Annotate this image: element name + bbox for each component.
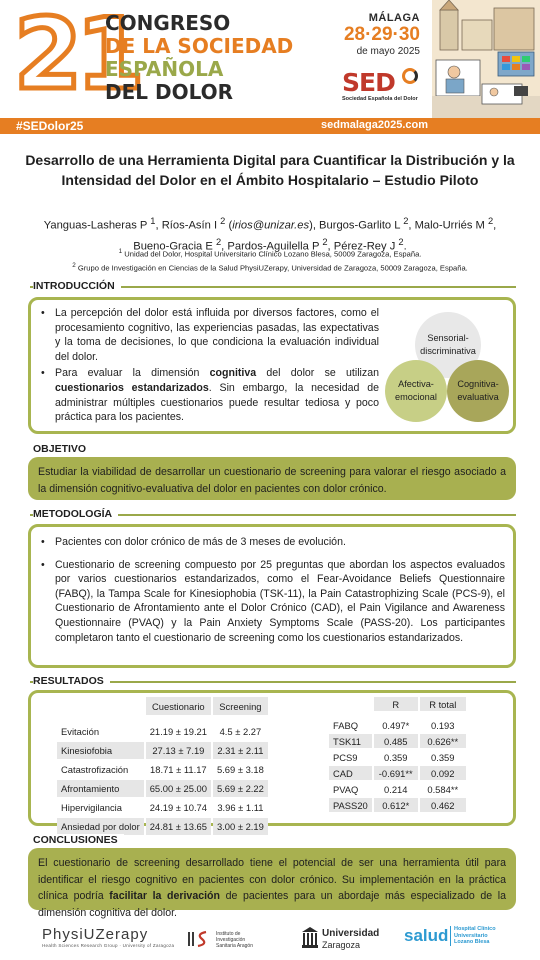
table-cell: 27.13 ± 7.19	[146, 742, 211, 759]
author: Bueno-Gracia E	[133, 240, 213, 253]
author-sup: 2	[322, 236, 328, 247]
author: , Malo-Urriés M	[408, 219, 485, 232]
table-cell: 0.462	[420, 798, 466, 812]
table-row	[329, 718, 466, 732]
table-cell: FABQ	[333, 719, 359, 731]
table-cell: 4.5 ± 2.27	[219, 726, 262, 737]
table-cell: 0.485	[374, 734, 418, 748]
table-cell: 0.214	[384, 783, 408, 795]
physiuzerapy-logo-subtitle: Health Sciences Research Group · University of Zaragoza	[42, 943, 175, 948]
author-sup: 2	[215, 236, 222, 247]
physiuzerapy-logo	[42, 926, 174, 948]
table-row	[57, 818, 268, 835]
results-table-means	[55, 695, 270, 837]
table-row	[57, 723, 268, 740]
section-objective-label: OBJETIVO	[33, 443, 92, 455]
conclusions-emphasis: facilitar la derivación	[109, 890, 220, 902]
unizar-building-icon	[302, 927, 318, 949]
table-cell: Hipervigilancia	[61, 802, 122, 813]
salud-logo	[404, 924, 514, 954]
table-row	[329, 766, 466, 780]
table-cell: 3.00 ± 2.19	[213, 818, 268, 835]
table-header-cell: R	[374, 697, 418, 711]
congress-title-line-4: DEL DOLOR	[105, 80, 234, 104]
table-cell: 0.497*	[382, 719, 410, 731]
malaga-illustration	[432, 0, 540, 118]
table-row	[329, 734, 466, 748]
table-cell: 0.359	[431, 751, 455, 763]
table-cell: 21.19 ± 19.21	[149, 726, 207, 737]
congress-title-line-1: CONGRESO	[105, 11, 231, 35]
section-intro-label: INTRODUCCIÓN	[33, 280, 121, 292]
table-header-cell	[329, 697, 372, 711]
author: , Ríos-Asín I	[155, 219, 218, 232]
physiuzerapy-logo-text: PhysiUZerapy	[42, 926, 149, 943]
intro-bullet-2: • Para evaluar la dimensión cognitiva del dolor se utilizan cuestionarios estandarizados. Sin embargo, la necesidad de administrar múltiples cuestionarios puede resultar tediosa y poco práctica para los pacientes.	[39, 366, 379, 424]
table-header-cell	[57, 697, 144, 715]
affiliation-text: Grupo de Investigación en Ciencias de la Salud PhysiUZerapy, Universidad de Zaragoza, 50009 Zaragoza, España.	[77, 263, 468, 273]
methods-bullet-2: • Cuestionario de screening compuesto por 25 preguntas que abordan los aspectos evaluados por varios cuestionarios estandarizados, como el Fear-Avoidance Beliefs Questionnaire (FABQ), la Tampa Scale for Kinesiophobia (TSK-11), la Pain Catastrophizing Scale (PCS-9), el Cuestionario de Afrontamiento ante el Dolor Crónico (CAD), el Pain Vigilance and Awareness Questionnaire (PVAQ) y la Pain Anxiety Symptoms Scale (PASS-20). Los participantes completaron tanto el cuestionario de screening como los cuestionarios estandarizados.	[39, 558, 505, 646]
iis-aragon-icon	[186, 926, 212, 952]
table-cell: 0.626**	[420, 734, 466, 748]
author-sup: 2	[220, 216, 226, 226]
table-cell: Evitación	[61, 726, 100, 737]
unizar-logo-subtitle: Zaragoza	[322, 940, 361, 950]
author-sup: 2	[403, 216, 409, 226]
table-row	[329, 750, 466, 764]
intro-bullet-1: • La percepción del dolor está influida por diversos factores, como el procesamiento cognitivo, las experiencias pasadas, las expectativas y la toma de decisiones, lo que condiciona la evaluación individual del dolor.	[39, 306, 379, 364]
poster-header	[0, 0, 540, 118]
venn-circle-sensorial: Sensorial-discriminativa	[415, 312, 481, 378]
section-methods-label: METODOLOGÍA	[33, 508, 118, 520]
affiliation-sup: 1	[118, 248, 123, 255]
table-cell: Catastrofización	[61, 764, 129, 775]
table-cell: 24.81 ± 13.65	[146, 818, 211, 835]
website-link[interactable]: sedmalaga2025.com	[320, 119, 428, 131]
methods-box	[28, 524, 516, 668]
unizar-logo	[302, 924, 392, 952]
sed-swirl-icon	[402, 68, 418, 84]
hashtag: #SEDolor25	[16, 119, 84, 133]
iis-aragon-logo	[186, 926, 266, 952]
table-cell: CAD	[329, 766, 372, 780]
author: , Pérez-Rey J	[327, 240, 396, 253]
hashtag-bar	[0, 118, 540, 134]
author: , Pardos-Aguilella P	[221, 240, 320, 253]
affiliations	[24, 246, 516, 273]
table-cell: 3.96 ± 1.11	[217, 802, 264, 813]
table-cell: 0.193	[431, 719, 455, 731]
section-results-label: RESULTADOS	[33, 675, 110, 687]
iis-aragon-text: Instituto de Investigación Sanitaria Aragón	[216, 931, 253, 949]
table-cell: PCS9	[333, 751, 358, 763]
sed-logo	[342, 70, 427, 102]
section-conclusions-label: CONCLUSIONES	[33, 834, 124, 846]
affiliation-sup: 2	[72, 261, 76, 269]
congress-dates: 28·29·30	[343, 24, 420, 45]
author: , Burgos-Garlito L	[312, 219, 401, 232]
table-cell: 0.092	[420, 766, 466, 780]
sed-logo-subtitle: Sociedad Española del Dolor	[342, 96, 418, 102]
table-cell: 5.69 ± 3.18	[216, 764, 264, 775]
affiliation-1	[24, 246, 516, 260]
affiliation-text: Unidad del Dolor, Hospital Universitario Clínico Lozano Blesa, 50009 Zaragoza, España.	[124, 249, 422, 259]
author-sup: 2	[398, 236, 404, 247]
congress-title	[105, 12, 293, 104]
table-cell: 5.69 ± 2.22	[213, 780, 268, 797]
congress-month-year: de mayo 2025	[356, 46, 420, 57]
table-row	[329, 782, 466, 796]
table-cell: 65.00 ± 25.00	[146, 780, 211, 797]
salud-logo-text: salud	[404, 926, 449, 945]
table-row	[57, 742, 268, 759]
venn-circle-cognitiva: Cognitiva-evaluativa	[447, 360, 509, 422]
table-cell: Afrontamiento	[57, 780, 144, 797]
table-cell: 24.19 ± 10.74	[149, 802, 207, 813]
table-cell: 18.71 ± 11.17	[150, 764, 207, 775]
table-cell: -0.691**	[374, 766, 418, 780]
city-name: MÁLAGA	[368, 12, 420, 24]
table-row	[57, 761, 268, 778]
venn-circle-afectiva: Afectiva-emocional	[385, 360, 447, 422]
sed-logo-text: SED	[342, 68, 395, 97]
table-cell: 0.584**	[427, 783, 459, 795]
congress-location-date	[330, 12, 420, 57]
unizar-logo-text: Universidad	[322, 928, 380, 939]
methods-bullet-1: • Pacientes con dolor crónico de más de 3 meses de evolución.	[39, 535, 505, 550]
congress-title-line-2: DE LA SOCIEDAD	[105, 34, 294, 58]
conclusions-box	[28, 848, 516, 919]
author-sup: 1	[150, 216, 156, 226]
objective-box: Estudiar la viabilidad de desarrollar un cuestionario de screening para valorar el riesgo asociado a la dimensión cognitivo-evaluativa del dolor en pacientes con dolor crónico.	[28, 457, 516, 500]
footer-logos	[0, 916, 540, 960]
congress-title-line-3: ESPAÑOLA	[105, 57, 224, 81]
table-cell: 0.359	[384, 751, 408, 763]
table-cell: Kinesiofobia	[57, 742, 144, 759]
conclusions-text: El cuestionario de screening desarrollado tiene el potencial de ser una herramienta útil para identificar el riesgo cognitivo en pacientes con dolor crónico. Su implementación en la práctica clínica podría	[38, 857, 506, 902]
table-cell: 2.31 ± 2.11	[213, 742, 268, 759]
intro-box	[28, 297, 516, 434]
author-email[interactable]: irios@unizar.es	[232, 219, 310, 232]
table-cell: 0.612*	[374, 798, 418, 812]
table-header-cell: R total	[420, 697, 466, 711]
results-box	[28, 690, 516, 832]
table-row	[57, 799, 268, 816]
conclusions-text: de pacientes para un abordaje más especializado de la dimensión cognitiva del dolor.	[38, 890, 507, 919]
affiliation-2	[24, 260, 516, 274]
pain-dimensions-venn	[385, 308, 511, 426]
table-header-cell: Screening	[213, 697, 268, 715]
author: Yanguas-Lasheras P	[43, 219, 148, 232]
salud-logo-subtitle: Hospital Clínico Universitario Lozano Blesa	[450, 926, 508, 946]
author-list: Yanguas-Lasheras P $^1$, Ríos-Asín I $^2$ (irios@unizar.es), Burgos-Garlito L $^2$, Malo-Urriés M $^2$, Bueno-Gracia E $^2$, Pardos-Aguilella P $^2$, Pérez-Rey J $^2$.	[43, 216, 497, 253]
author-sup: 2	[487, 216, 494, 226]
paper-title: Desarrollo de una Herramienta Digital para Cuantificar la Distribución y la Intensidad del Dolor en el Ámbito Hospitalario – Estudio Piloto	[25, 152, 515, 188]
results-table-correlations	[327, 695, 468, 814]
table-cell: Ansiedad por dolor	[57, 818, 144, 835]
edition-number: 21	[14, 0, 139, 112]
table-cell: PVAQ	[333, 783, 359, 795]
table-cell: PASS20	[329, 798, 372, 812]
table-header-cell: Cuestionario	[146, 697, 211, 715]
table-row	[329, 798, 466, 812]
table-row	[57, 780, 268, 797]
table-cell: TSK11	[329, 734, 372, 748]
